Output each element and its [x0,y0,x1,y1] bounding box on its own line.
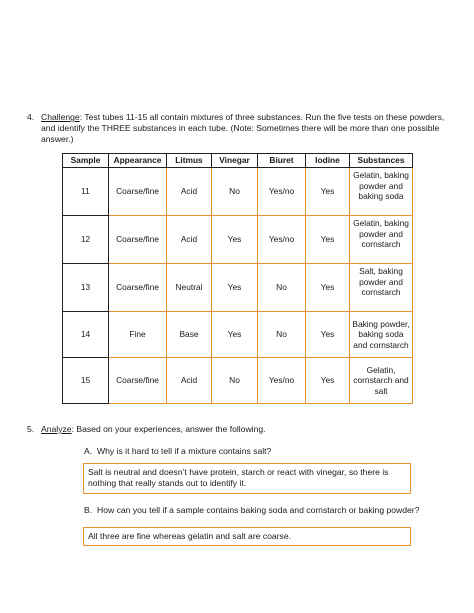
table-row [63,358,413,404]
cell-litmus[interactable]: Acid [167,358,212,404]
table-row [63,168,413,216]
question-text [41,424,266,435]
table-row [63,264,413,312]
results-table [62,153,413,404]
header-litmus: Litmus [167,154,212,168]
cell-sample: 11 [63,168,109,216]
answer-box-a[interactable]: Salt is neutral and doesn’t have protein, starch or react with vinegar, so there is nothing that really stands out to identify it. [83,463,411,494]
header-appearance: Appearance [109,154,167,168]
cell-sample: 13 [63,264,109,312]
header-substances: Substances [350,154,413,168]
cell-vinegar[interactable]: Yes [212,216,258,264]
header-sample: Sample [63,154,109,168]
sub-question-text: How can you tell if a sample contains baking soda and cornstarch or baking powder? [97,505,420,515]
header-biuret: Biuret [258,154,306,168]
cell-iodine[interactable]: Yes [306,264,350,312]
cell-litmus[interactable]: Neutral [167,264,212,312]
cell-sample: 12 [63,216,109,264]
question-number: 5. [27,424,35,434]
cell-substances[interactable]: Baking powder, baking soda and cornstarch [350,312,413,358]
sub-question-letter: A. [84,446,93,456]
cell-biuret[interactable]: Yes/no [258,216,306,264]
cell-vinegar[interactable]: No [212,358,258,404]
cell-iodine[interactable]: Yes [306,312,350,358]
header-iodine: Iodine [306,154,350,168]
question-prompt: : Based on your experiences, answer the following. [71,424,266,434]
table-header-row [63,154,413,168]
answer-box-b[interactable]: All three are fine whereas gelatin and salt are coarse. [83,527,411,546]
table-row [63,216,413,264]
sub-question-text: Why is it hard to tell if a mixture contains salt? [97,446,272,456]
question-number: 4. [27,112,35,122]
cell-appearance[interactable]: Coarse/fine [109,216,167,264]
cell-substances[interactable]: Gelatin, baking powder and cornstarch [350,216,413,264]
cell-substances[interactable]: Salt, baking powder and cornstarch [350,264,413,312]
cell-vinegar[interactable]: Yes [212,312,258,358]
table-row [63,312,413,358]
cell-biuret[interactable]: Yes/no [258,168,306,216]
cell-appearance[interactable]: Coarse/fine [109,168,167,216]
cell-appearance[interactable]: Fine [109,312,167,358]
cell-vinegar[interactable]: No [212,168,258,216]
cell-sample: 15 [63,358,109,404]
question-label: Analyze [41,424,72,434]
cell-litmus[interactable]: Acid [167,168,212,216]
header-vinegar: Vinegar [212,154,258,168]
question-prompt: : Test tubes 11-15 all contain mixtures of three substances. Run the five tests on these powders, and identify the THREE substances in each tube. (Note: Sometimes there will be more than one possible answer.) [41,112,445,145]
cell-litmus[interactable]: Acid [167,216,212,264]
cell-iodine[interactable]: Yes [306,168,350,216]
cell-iodine[interactable]: Yes [306,216,350,264]
cell-sample: 14 [63,312,109,358]
cell-substances[interactable]: Gelatin, baking powder and baking soda [350,168,413,216]
sub-question-letter: B. [84,505,93,515]
cell-vinegar[interactable]: Yes [212,264,258,312]
cell-appearance[interactable]: Coarse/fine [109,264,167,312]
cell-biuret[interactable]: Yes/no [258,358,306,404]
cell-substances[interactable]: Gelatin, cornstarch and salt [350,358,413,404]
question-text [41,112,447,146]
cell-biuret[interactable]: No [258,312,306,358]
cell-iodine[interactable]: Yes [306,358,350,404]
cell-litmus[interactable]: Base [167,312,212,358]
cell-biuret[interactable]: No [258,264,306,312]
cell-appearance[interactable]: Coarse/fine [109,358,167,404]
question-label: Challenge [41,112,80,122]
